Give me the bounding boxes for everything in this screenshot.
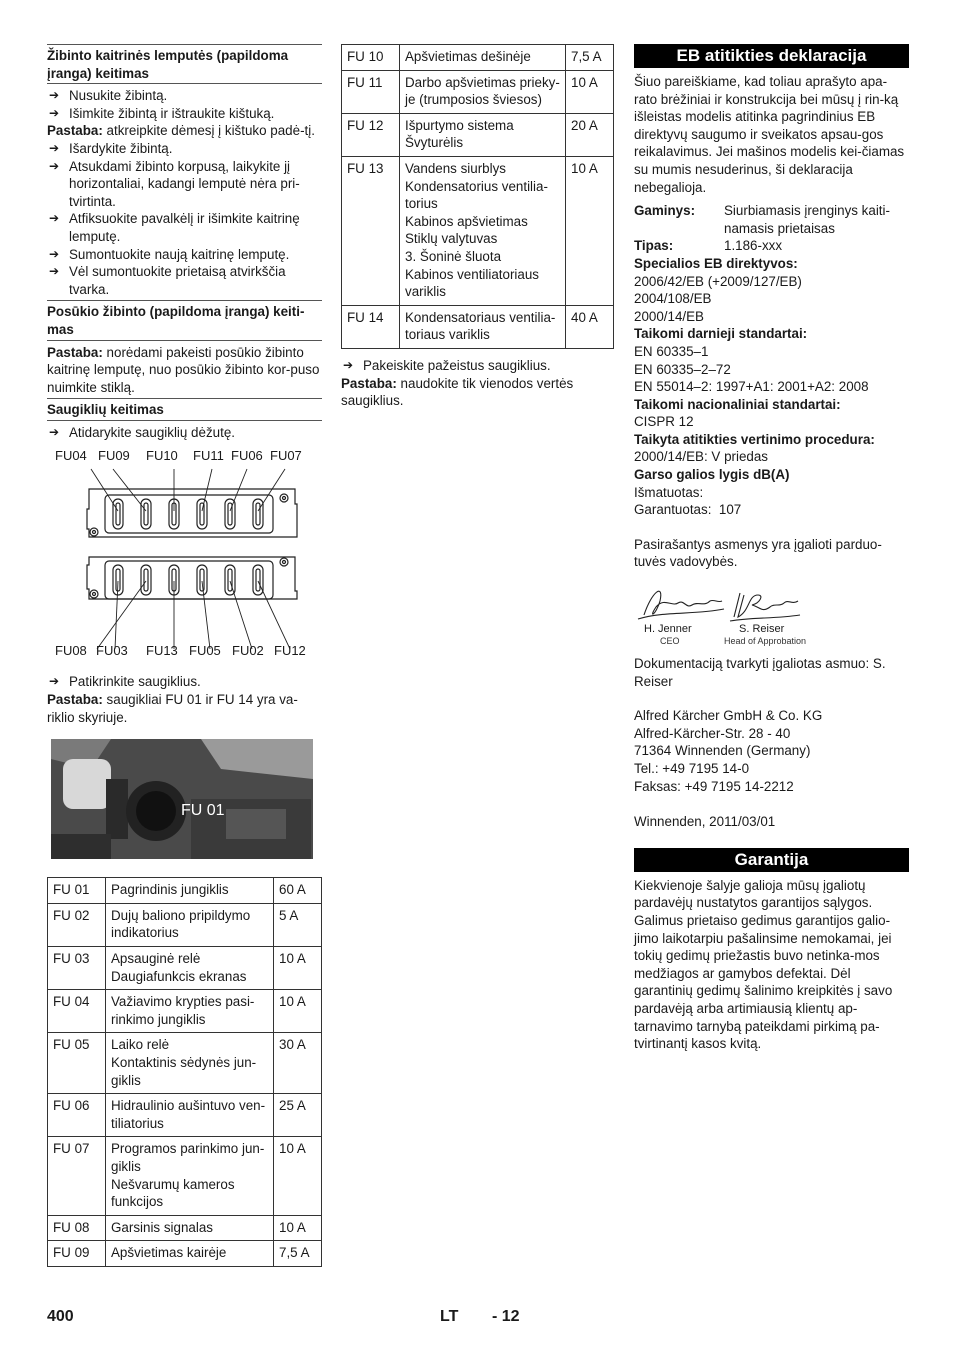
national-standards-value: CISPR 12 xyxy=(634,414,694,430)
standards-list xyxy=(634,343,909,396)
step-open-fusebox: ➔ Atidarykite saugiklių dėžutę. xyxy=(49,424,235,440)
step-item: ➔ Sumontuokite naują kaitrinę lemputę. xyxy=(49,246,290,262)
fuse-description-cell: Važiavimo krypties pasi-rinkimo jungiklis xyxy=(106,990,274,1033)
table-row xyxy=(342,305,614,348)
table-row xyxy=(48,1241,322,1267)
table-row xyxy=(48,1094,322,1137)
fig-label-top-6: FU07 xyxy=(270,448,302,464)
documentation-text: Dokumentaciją tvarkyti įgaliotas asmuo: S. Reiser xyxy=(634,656,886,689)
language-code: LT xyxy=(440,1308,459,1325)
arrow-right-icon: ➔ xyxy=(49,424,60,439)
signer-1-role: CEO xyxy=(660,636,680,647)
fuse-description-cell: Kondensatoriaus ventilia-toriaus variklis xyxy=(400,305,566,348)
arrow-right-icon: ➔ xyxy=(49,211,60,226)
fuse-description-cell: Pagrindinis jungiklis xyxy=(106,878,274,904)
fuse-id-cell: FU 03 xyxy=(48,947,106,990)
fuse-amperage-cell: 5 A xyxy=(274,903,322,946)
sound-level-label: Garso galios lygis dB(A) xyxy=(634,467,790,483)
fuse-id-cell: FU 02 xyxy=(48,903,106,946)
fuse-amperage-cell: 25 A xyxy=(274,1094,322,1137)
fuse-description-cell: Apšvietimas kairėje xyxy=(106,1241,274,1267)
text-line: Faksas: +49 7195 14-2212 xyxy=(634,778,794,794)
type-value: 1.186-xxx xyxy=(724,238,783,254)
fig-label-top-5: FU06 xyxy=(231,448,263,464)
standards-label: Taikomi darnieji standartai: xyxy=(634,326,808,342)
fig-label-bottom-5: FU02 xyxy=(232,643,264,659)
fuse-id-cell: FU 07 xyxy=(48,1137,106,1215)
fuse-amperage-cell: 7,5 A xyxy=(566,45,614,71)
fuse-id-cell: FU 13 xyxy=(342,156,400,305)
fuse-amperage-cell: 10 A xyxy=(274,1137,322,1215)
fuse-description-cell: Apsauginė relė Daugiafunkcis ekranas xyxy=(106,947,274,990)
procedure-value: 2000/14/EB: V priedas xyxy=(634,449,768,465)
fuse-description-cell: Hidraulinio aušintuvo ven-tiliatorius xyxy=(106,1094,274,1137)
text-line: 2006/42/EB (+2009/127/EB) xyxy=(634,273,802,289)
step-check-fuses: ➔ Patikrinkite saugiklius. xyxy=(49,674,201,690)
column-middle xyxy=(341,44,614,410)
arrow-right-icon: ➔ xyxy=(49,105,60,120)
fuse-amperage-cell: 10 A xyxy=(274,1215,322,1241)
fuse-id-cell: FU 11 xyxy=(342,70,400,113)
arrow-right-icon: ➔ xyxy=(49,88,60,103)
fuse-location-note: Pastaba: saugikliai FU 01 ir FU 14 yra va-riklio skyriuje. xyxy=(47,692,298,725)
page-number: 400 xyxy=(47,1308,74,1325)
table-row xyxy=(48,1215,322,1241)
turn-lamp-note: Pastaba: norėdami pakeisti posūkio žibinto kaitrinę lemputę, nuo posūkio žibinto kor-puso nuimkite stiklą. xyxy=(47,344,320,395)
step-item: ➔ Išardykite žibintą. xyxy=(49,140,173,156)
table-row xyxy=(48,903,322,946)
product-table xyxy=(634,202,909,255)
fuse-box-figure xyxy=(47,449,322,671)
national-standards-label: Taikomi nacionaliniai standartai: xyxy=(634,396,841,412)
eb-declaration-heading: EB atitikties deklaracija xyxy=(634,44,909,68)
fuse-description-cell: Laiko relė Kontaktinis sėdynės jun-giklis xyxy=(106,1033,274,1094)
fig-label-top-3: FU10 xyxy=(146,448,178,464)
fuse-id-cell: FU 14 xyxy=(342,305,400,348)
fuse-id-cell: FU 12 xyxy=(342,113,400,156)
fuse-description-cell: Dujų baliono pripildymo indikatorius xyxy=(106,903,274,946)
fuse-description-cell: Išpurtymo sistema Švyturėlis xyxy=(400,113,566,156)
warranty-text: Kiekvienoje šalyje galioja mūsų įgaliotų pardavėjų nustatytos garantijos sąlygos. Galimus prietaiso gedimus garantijos galio-jimo laikotarpiu pašalinsime nemokamai, jei tokių gedimų priežastis buvo netinka-mos medžiagos ar gamybos defektai. Dėl garantinių gedimų šalinimo kreipkitės į savo pardavėją arba artimiausią klientų ap-tarnavimo tarnybą pateikdami pirkimą pa-tvirtinantį kasos kvitą. xyxy=(634,877,893,1052)
fuse-description-cell: Programos parinkimo jun-giklis Nešvarumų kameros funkcijos xyxy=(106,1137,274,1215)
table-row xyxy=(342,113,614,156)
table-row xyxy=(342,45,614,71)
section-title-lamp: Žibinto kaitrinės lemputės (papildoma įranga) keitimas xyxy=(47,44,322,84)
fuse-value-note: Pastaba: naudokite tik vienodos vertės saugiklius. xyxy=(341,375,574,409)
engine-bay-illustration xyxy=(51,739,313,859)
table-row xyxy=(48,990,322,1033)
sound-measured-label: Išmatuotas: xyxy=(634,484,704,500)
step-item: ➔ Atfiksuokite pavalkėlį ir išimkite kaitrinę lemputę. xyxy=(49,211,300,244)
fig-label-bottom-2: FU03 xyxy=(96,643,128,659)
fuse-box-drawing xyxy=(47,449,322,671)
text-line: Alfred-Kärcher-Str. 28 - 40 xyxy=(634,725,791,741)
signer-2-name: S. Reiser xyxy=(739,623,785,636)
arrow-right-icon: ➔ xyxy=(49,264,60,279)
table-row xyxy=(48,878,322,904)
step-item: ➔ Nusukite žibintą. xyxy=(49,88,168,104)
text-line: Tel.: +49 7195 14-0 xyxy=(634,761,750,776)
arrow-right-icon: ➔ xyxy=(49,158,60,173)
engine-bay-photo xyxy=(51,739,313,859)
fig-label-top-2: FU09 xyxy=(98,448,130,464)
fuse-amperage-cell: 30 A xyxy=(274,1033,322,1094)
arrow-right-icon: ➔ xyxy=(49,674,60,689)
fuse-id-cell: FU 08 xyxy=(48,1215,106,1241)
fuse-amperage-cell: 40 A xyxy=(566,305,614,348)
directives-list xyxy=(634,273,909,326)
procedure-label: Taikyta atitikties vertinimo procedura: xyxy=(634,431,875,447)
directives-label: Specialios EB direktyvos: xyxy=(634,255,798,271)
section-title-turn-lamp: Posūkio žibinto (papildoma įranga) keiti-mas xyxy=(47,300,322,340)
table-row xyxy=(48,1033,322,1094)
table-row xyxy=(342,156,614,305)
fuse-id-cell: FU 04 xyxy=(48,990,106,1033)
fig-label-top-4: FU11 xyxy=(193,448,224,464)
warranty-heading: Garantija xyxy=(634,848,909,872)
fig-label-bottom-3: FU13 xyxy=(146,643,178,659)
fig-label-bottom-1: FU08 xyxy=(55,643,87,659)
fuse-amperage-cell: 10 A xyxy=(566,70,614,113)
fig-label-bottom-4: FU05 xyxy=(189,643,221,659)
section-title-fuses: Saugiklių keitimas xyxy=(47,398,322,421)
fuse-amperage-cell: 60 A xyxy=(274,878,322,904)
step-item: ➔ Atsukdami žibinto korpusą, laikykite jį horizontaliai, kadangi lemputė nėra pri-tvirtinta. xyxy=(49,158,300,209)
text-line: 2004/108/EB xyxy=(634,291,712,307)
arrow-right-icon: ➔ xyxy=(49,140,60,155)
step-replace-fuses: ➔ Pakeiskite pažeistus saugiklius. xyxy=(343,357,551,373)
company-address xyxy=(634,707,909,795)
lamp-note: Pastaba: atkreipkite dėmesį į kištuko padė-tį. xyxy=(47,123,315,139)
column-left xyxy=(47,44,322,1267)
fuse-amperage-cell: 10 A xyxy=(566,156,614,305)
signer-2-role: Head of Approbation xyxy=(724,636,807,647)
fuse-id-cell: FU 05 xyxy=(48,1033,106,1094)
signers-text: Pasirašantys asmenys yra įgalioti parduo-tuvės vadovybės. xyxy=(634,536,882,570)
fuse-id-cell: FU 10 xyxy=(342,45,400,71)
fuse-amperage-cell: 10 A xyxy=(274,990,322,1033)
fuse-description-cell: Apšvietimas dešinėje xyxy=(400,45,566,71)
fig-label-top-1: FU04 xyxy=(55,448,87,464)
text-line: 2000/14/EB xyxy=(634,308,704,324)
signature-drawings xyxy=(634,581,814,629)
signatures xyxy=(634,581,909,647)
type-label: Tipas: xyxy=(634,238,674,254)
fuse-description-cell: Garsinis signalas xyxy=(106,1215,274,1241)
lamp-steps-b xyxy=(47,140,322,298)
product-label: Gaminys: xyxy=(634,203,696,219)
table-row xyxy=(342,70,614,113)
fuse-description-cell: Darbo apšvietimas prieky-je (trumposios šviesos) xyxy=(400,70,566,113)
fuse-table-a xyxy=(47,877,322,1267)
sound-guaranteed: Garantuotas: 107 xyxy=(634,502,742,518)
arrow-right-icon: ➔ xyxy=(49,246,60,261)
text-line: Alfred Kärcher GmbH & Co. KG xyxy=(634,708,823,724)
place-date: Winnenden, 2011/03/01 xyxy=(634,814,776,830)
lamp-steps-a xyxy=(47,87,322,122)
table-row xyxy=(48,947,322,990)
signer-1-name: H. Jenner xyxy=(644,623,692,636)
fuse-amperage-cell: 20 A xyxy=(566,113,614,156)
fuse-description-cell: Vandens siurblys Kondensatorius ventilia-torius Kabinos apšvietimas Stiklų valytuvas 3. Šoninė šluota Kabinos ventiliatoriaus variklis xyxy=(400,156,566,305)
table-row xyxy=(48,1137,322,1215)
photo-fuse-label: FU 01 xyxy=(181,802,225,820)
text-line: EN 60335–1 xyxy=(634,343,709,359)
sub-page-number: - 12 xyxy=(492,1308,520,1325)
fig-label-bottom-6: FU12 xyxy=(274,643,306,659)
fuse-id-cell: FU 01 xyxy=(48,878,106,904)
product-value: Siurbiamasis įrenginys kaiti-namasis prietaisas xyxy=(724,203,890,236)
column-right xyxy=(634,44,909,1053)
eb-intro: Šiuo pareiškiame, kad toliau aprašyto apa-rato brėžiniai ir konstrukcija bei mūsų į rin-ką išleistas modelis atitinka pagrindinius EB direktyvų saugumo ir sveikatos apsau-gos reikalavimus. Jei mašinos modelis kei-čiamas su mumis nesuderinus, ši deklaracija nebegalioja. xyxy=(634,74,905,195)
arrow-right-icon: ➔ xyxy=(343,357,354,372)
step-item: ➔ Vėl sumontuokite prietaisą atvirkščia tvarka. xyxy=(49,264,286,297)
fuse-table-b xyxy=(341,44,614,349)
text-line: EN 55014–2: 1997+A1: 2001+A2: 2008 xyxy=(634,379,869,395)
fuse-id-cell: FU 06 xyxy=(48,1094,106,1137)
fuse-amperage-cell: 10 A xyxy=(274,947,322,990)
text-line: 71364 Winnenden (Germany) xyxy=(634,743,811,759)
fuse-id-cell: FU 09 xyxy=(48,1241,106,1267)
step-item: ➔ Išimkite žibintą ir ištraukite kištuką. xyxy=(49,105,275,121)
fuse-amperage-cell: 7,5 A xyxy=(274,1241,322,1267)
text-line: EN 60335–2–72 xyxy=(634,361,731,377)
